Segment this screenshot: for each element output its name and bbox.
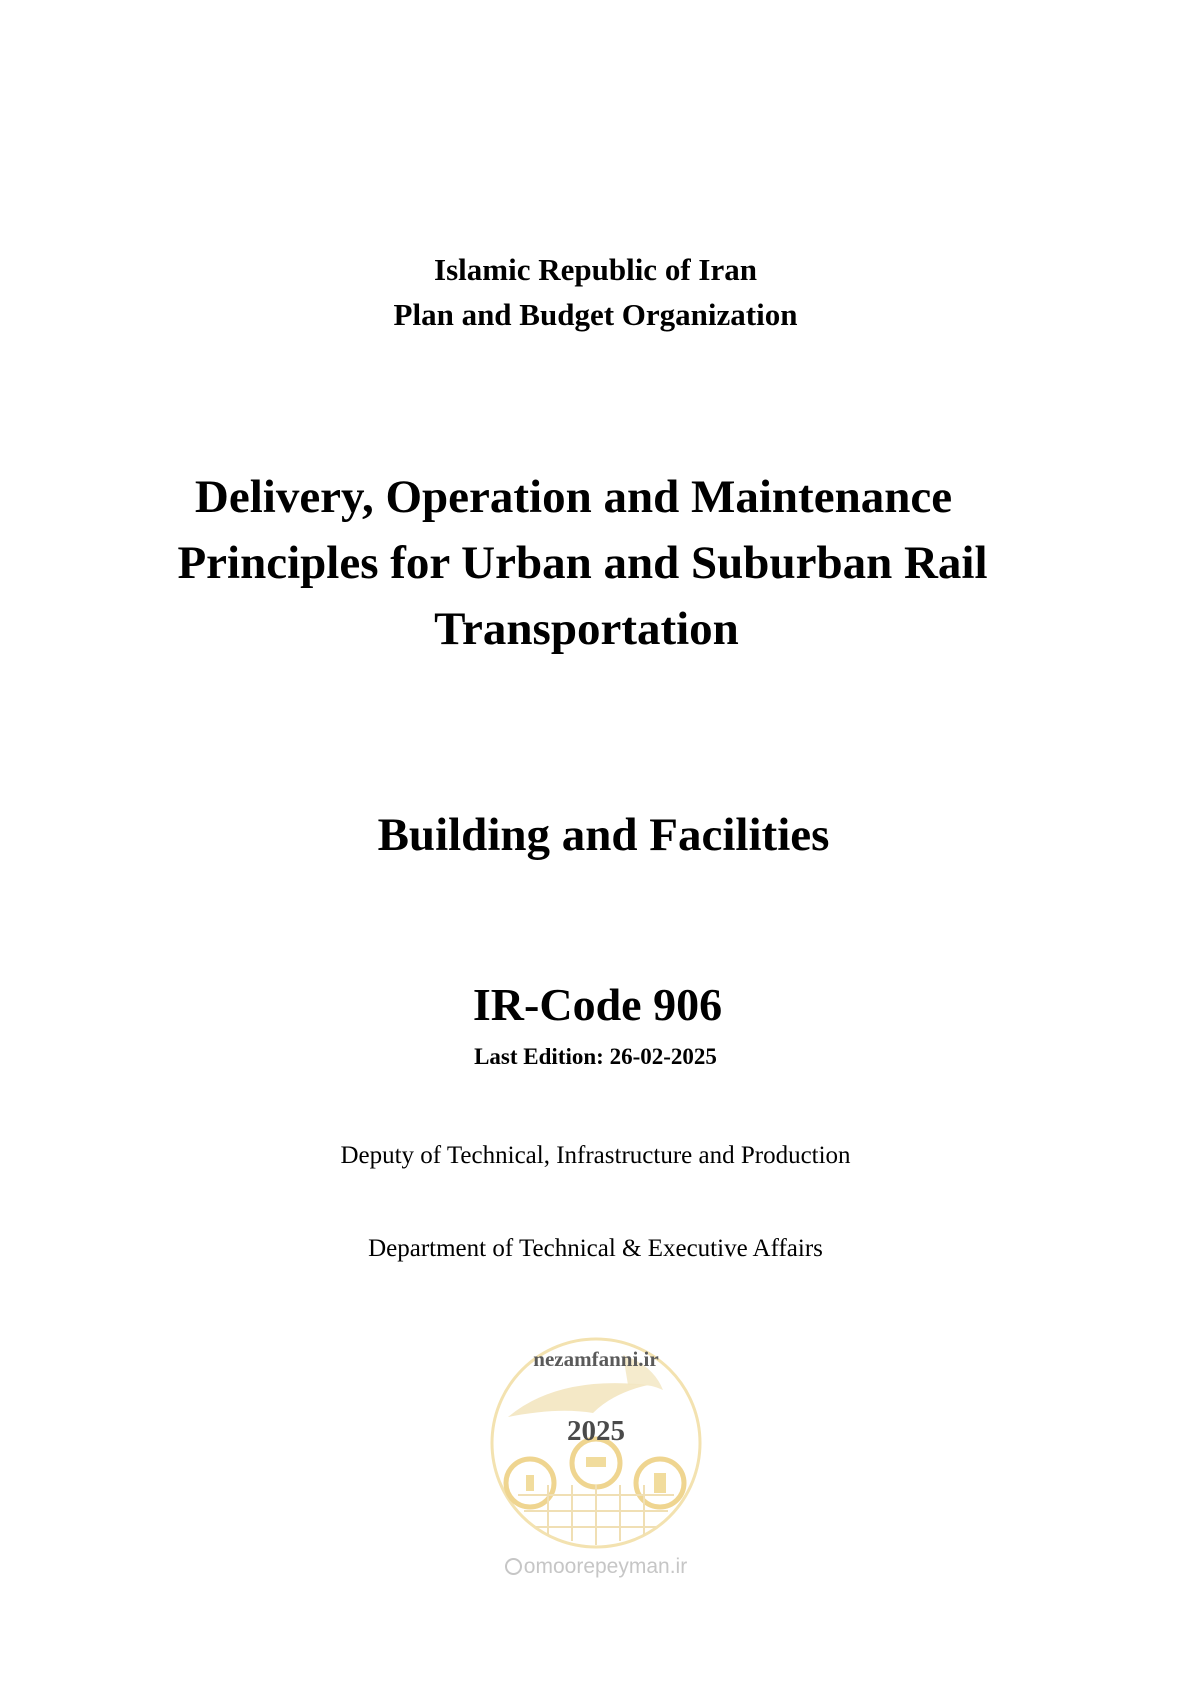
watermark-site-text: nezamfanni.ir: [533, 1347, 659, 1371]
document-title-line-2: Principles for Urban and Suburban Rail: [177, 537, 988, 589]
at-sign-icon: [505, 1558, 522, 1575]
edition-date: Last Edition: 26-02-2025: [474, 1044, 717, 1069]
code-label: IR-Code 906: [472, 979, 723, 1030]
document-subtitle: Building and Facilities: [377, 809, 830, 861]
department-name: Department of Technical & Executive Affairs: [368, 1235, 823, 1262]
watermark-footer: [488, 1555, 704, 1579]
document-title-line-1: Delivery, Operation and Maintenance: [194, 471, 953, 523]
watermark-seal: [488, 1335, 704, 1551]
deputy-name: Deputy of Technical, Infrastructure and Production: [340, 1142, 851, 1169]
header-country: Islamic Republic of Iran: [434, 252, 757, 287]
header-organization: Plan and Budget Organization: [393, 297, 798, 332]
document-title-line-3: Transportation: [434, 603, 739, 655]
watermark-footer-text: omoorepeyman.ir: [523, 1555, 688, 1578]
watermark-year: 2025: [567, 1415, 625, 1447]
